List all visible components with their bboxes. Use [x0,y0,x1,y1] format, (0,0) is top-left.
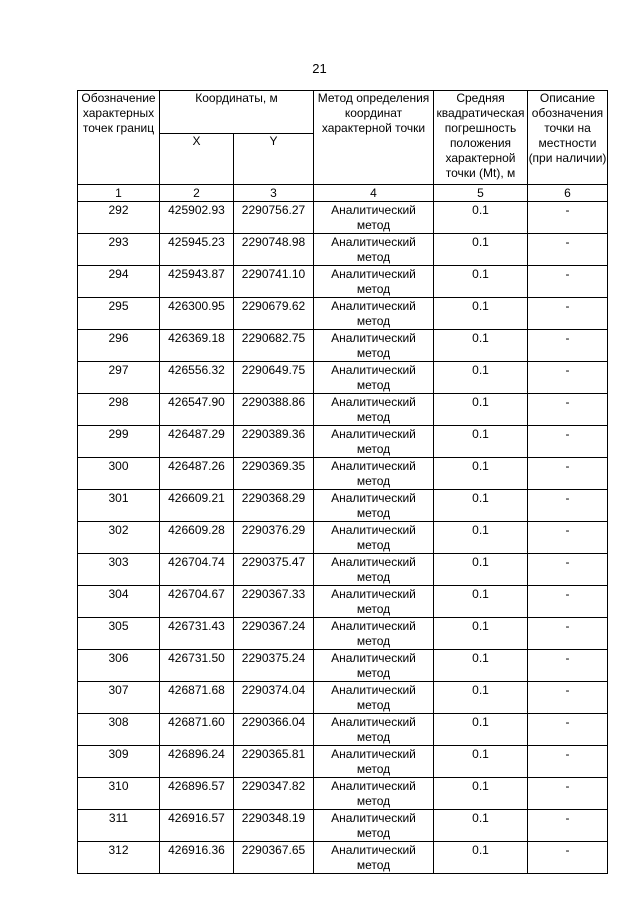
method-cell [314,842,434,874]
method-text-line: Аналитический [331,683,416,697]
table-row [78,618,608,650]
y-coordinate-cell: 2290348.19 [234,810,314,842]
table-row [78,650,608,682]
y-coordinate-cell: 2290369.35 [234,458,314,490]
method-text-line: Аналитический [331,747,416,761]
header-y: Y [234,134,314,185]
table-row [78,842,608,874]
error-cell: 0.1 [434,650,528,682]
method-text-line: Аналитический [331,363,416,377]
method-text-line: Аналитический [331,619,416,633]
column-number: 4 [314,185,434,202]
x-coordinate-cell: 426704.67 [160,586,234,618]
table-row [78,234,608,266]
method-text-line: Аналитический [331,811,416,825]
method-cell [314,202,434,234]
point-cell: 300 [78,458,160,490]
table-body [78,185,608,874]
y-coordinate-cell: 2290748.98 [234,234,314,266]
description-cell: - [528,810,608,842]
header-description: Описание обозначения точки на местности (при наличии) [528,91,608,185]
point-cell: 303 [78,554,160,586]
description-cell: - [528,458,608,490]
header-x: X [160,134,234,185]
table-row [78,778,608,810]
method-text-line: Аналитический [331,267,416,281]
point-cell: 310 [78,778,160,810]
table-row [78,682,608,714]
method-text-line: метод [356,826,391,840]
error-cell: 0.1 [434,202,528,234]
y-coordinate-cell: 2290649.75 [234,362,314,394]
method-cell [314,554,434,586]
x-coordinate-cell: 425945.23 [160,234,234,266]
error-cell: 0.1 [434,618,528,650]
method-cell [314,810,434,842]
method-cell [314,426,434,458]
method-text-line: метод [356,666,391,680]
description-cell: - [528,746,608,778]
error-cell: 0.1 [434,458,528,490]
method-text-line: Аналитический [331,235,416,249]
point-cell: 297 [78,362,160,394]
x-coordinate-cell: 426871.68 [160,682,234,714]
point-cell: 307 [78,682,160,714]
description-cell: - [528,778,608,810]
error-cell: 0.1 [434,778,528,810]
x-coordinate-cell: 426369.18 [160,330,234,362]
table-row [78,490,608,522]
description-cell: - [528,298,608,330]
method-text-line: Аналитический [331,459,416,473]
method-text-line: Аналитический [331,651,416,665]
method-text-line: Аналитический [331,715,416,729]
error-cell: 0.1 [434,810,528,842]
y-coordinate-cell: 2290376.29 [234,522,314,554]
method-cell [314,586,434,618]
x-coordinate-cell: 426731.50 [160,650,234,682]
method-text-line: метод [356,570,391,584]
method-text-line: метод [356,698,391,712]
point-cell: 309 [78,746,160,778]
error-cell: 0.1 [434,330,528,362]
method-text-line: Аналитический [331,395,416,409]
column-number: 1 [78,185,160,202]
method-text-line: Аналитический [331,331,416,345]
description-cell: - [528,202,608,234]
page-number: 21 [312,61,327,76]
y-coordinate-cell: 2290375.47 [234,554,314,586]
description-cell: - [528,330,608,362]
error-cell: 0.1 [434,426,528,458]
method-cell [314,458,434,490]
error-cell: 0.1 [434,746,528,778]
header-designation: Обозначение характерных точек границ [78,91,160,185]
x-coordinate-cell: 426300.95 [160,298,234,330]
method-text-line: метод [356,538,391,552]
table-row [78,554,608,586]
method-cell [314,778,434,810]
y-coordinate-cell: 2290679.62 [234,298,314,330]
point-cell: 296 [78,330,160,362]
column-number: 2 [160,185,234,202]
table-row [78,714,608,746]
y-coordinate-cell: 2290365.81 [234,746,314,778]
x-coordinate-cell: 426896.57 [160,778,234,810]
method-text-line: Аналитический [331,555,416,569]
method-text-line: метод [356,858,391,872]
description-cell: - [528,650,608,682]
method-cell [314,714,434,746]
table-row [78,202,608,234]
y-coordinate-cell: 2290741.10 [234,266,314,298]
table-row [78,426,608,458]
method-cell [314,522,434,554]
description-cell: - [528,682,608,714]
column-number-row [78,185,608,202]
table-row [78,586,608,618]
point-cell: 308 [78,714,160,746]
x-coordinate-cell: 426556.32 [160,362,234,394]
method-text-line: метод [356,250,391,264]
y-coordinate-cell: 2290388.86 [234,394,314,426]
table-row [78,394,608,426]
error-cell: 0.1 [434,682,528,714]
method-text-line: Аналитический [331,843,416,857]
method-cell [314,490,434,522]
point-cell: 311 [78,810,160,842]
y-coordinate-cell: 2290367.24 [234,618,314,650]
method-text-line: Аналитический [331,779,416,793]
method-text-line: Аналитический [331,203,416,217]
error-cell: 0.1 [434,522,528,554]
table-row [78,330,608,362]
method-text-line: Аналитический [331,587,416,601]
method-cell [314,618,434,650]
point-cell: 305 [78,618,160,650]
error-cell: 0.1 [434,490,528,522]
y-coordinate-cell: 2290389.36 [234,426,314,458]
method-cell [314,746,434,778]
method-text-line: метод [356,730,391,744]
table-row [78,266,608,298]
method-text-line: метод [356,602,391,616]
y-coordinate-cell: 2290367.33 [234,586,314,618]
point-cell: 302 [78,522,160,554]
table-row [78,810,608,842]
y-coordinate-cell: 2290374.04 [234,682,314,714]
description-cell: - [528,490,608,522]
table-row [78,522,608,554]
header-method: Метод определения координат характерной точки [314,91,434,185]
x-coordinate-cell: 425943.87 [160,266,234,298]
column-number: 5 [434,185,528,202]
point-cell: 312 [78,842,160,874]
description-cell: - [528,522,608,554]
method-text-line: метод [356,474,391,488]
y-coordinate-cell: 2290367.65 [234,842,314,874]
point-cell: 304 [78,586,160,618]
x-coordinate-cell: 426916.36 [160,842,234,874]
x-coordinate-cell: 426547.90 [160,394,234,426]
method-text-line: Аналитический [331,523,416,537]
method-cell [314,682,434,714]
point-cell: 299 [78,426,160,458]
error-cell: 0.1 [434,714,528,746]
column-number: 3 [234,185,314,202]
method-text-line: метод [356,506,391,520]
x-coordinate-cell: 426487.29 [160,426,234,458]
x-coordinate-cell: 426609.28 [160,522,234,554]
description-cell: - [528,362,608,394]
y-coordinate-cell: 2290756.27 [234,202,314,234]
header-coordinates: Координаты, м [160,91,314,134]
description-cell: - [528,714,608,746]
method-cell [314,234,434,266]
method-text-line: метод [356,794,391,808]
method-cell [314,298,434,330]
x-coordinate-cell: 426704.74 [160,554,234,586]
error-cell: 0.1 [434,394,528,426]
point-cell: 301 [78,490,160,522]
method-text-line: метод [356,378,391,392]
point-cell: 293 [78,234,160,266]
table-row [78,298,608,330]
table-row [78,746,608,778]
column-number: 6 [528,185,608,202]
error-cell: 0.1 [434,362,528,394]
method-text-line: метод [356,218,391,232]
error-cell: 0.1 [434,586,528,618]
description-cell: - [528,586,608,618]
point-cell: 298 [78,394,160,426]
method-text-line: метод [356,282,391,296]
error-cell: 0.1 [434,234,528,266]
x-coordinate-cell: 425902.93 [160,202,234,234]
y-coordinate-cell: 2290375.24 [234,650,314,682]
header-error: Средняя квадратическая погрешность положения характерной точки (Mt), м [434,91,528,185]
method-cell [314,330,434,362]
table-row [78,362,608,394]
method-text-line: метод [356,634,391,648]
method-text-line: Аналитический [331,491,416,505]
method-cell [314,266,434,298]
point-cell: 306 [78,650,160,682]
description-cell: - [528,394,608,426]
error-cell: 0.1 [434,554,528,586]
method-cell [314,650,434,682]
x-coordinate-cell: 426609.21 [160,490,234,522]
method-text-line: Аналитический [331,299,416,313]
y-coordinate-cell: 2290682.75 [234,330,314,362]
method-text-line: метод [356,410,391,424]
point-cell: 292 [78,202,160,234]
x-coordinate-cell: 426487.26 [160,458,234,490]
table-header [78,91,608,185]
method-cell [314,394,434,426]
method-cell [314,362,434,394]
method-text-line: метод [356,346,391,360]
y-coordinate-cell: 2290366.04 [234,714,314,746]
y-coordinate-cell: 2290368.29 [234,490,314,522]
x-coordinate-cell: 426896.24 [160,746,234,778]
description-cell: - [528,234,608,266]
description-cell: - [528,842,608,874]
error-cell: 0.1 [434,842,528,874]
x-coordinate-cell: 426871.60 [160,714,234,746]
description-cell: - [528,426,608,458]
method-text-line: метод [356,762,391,776]
x-coordinate-cell: 426731.43 [160,618,234,650]
method-text-line: метод [356,314,391,328]
x-coordinate-cell: 426916.57 [160,810,234,842]
y-coordinate-cell: 2290347.82 [234,778,314,810]
coordinates-table [77,90,608,874]
error-cell: 0.1 [434,266,528,298]
error-cell: 0.1 [434,298,528,330]
method-text-line: метод [356,442,391,456]
description-cell: - [528,554,608,586]
point-cell: 294 [78,266,160,298]
point-cell: 295 [78,298,160,330]
method-text-line: Аналитический [331,427,416,441]
description-cell: - [528,618,608,650]
table-row [78,458,608,490]
description-cell: - [528,266,608,298]
